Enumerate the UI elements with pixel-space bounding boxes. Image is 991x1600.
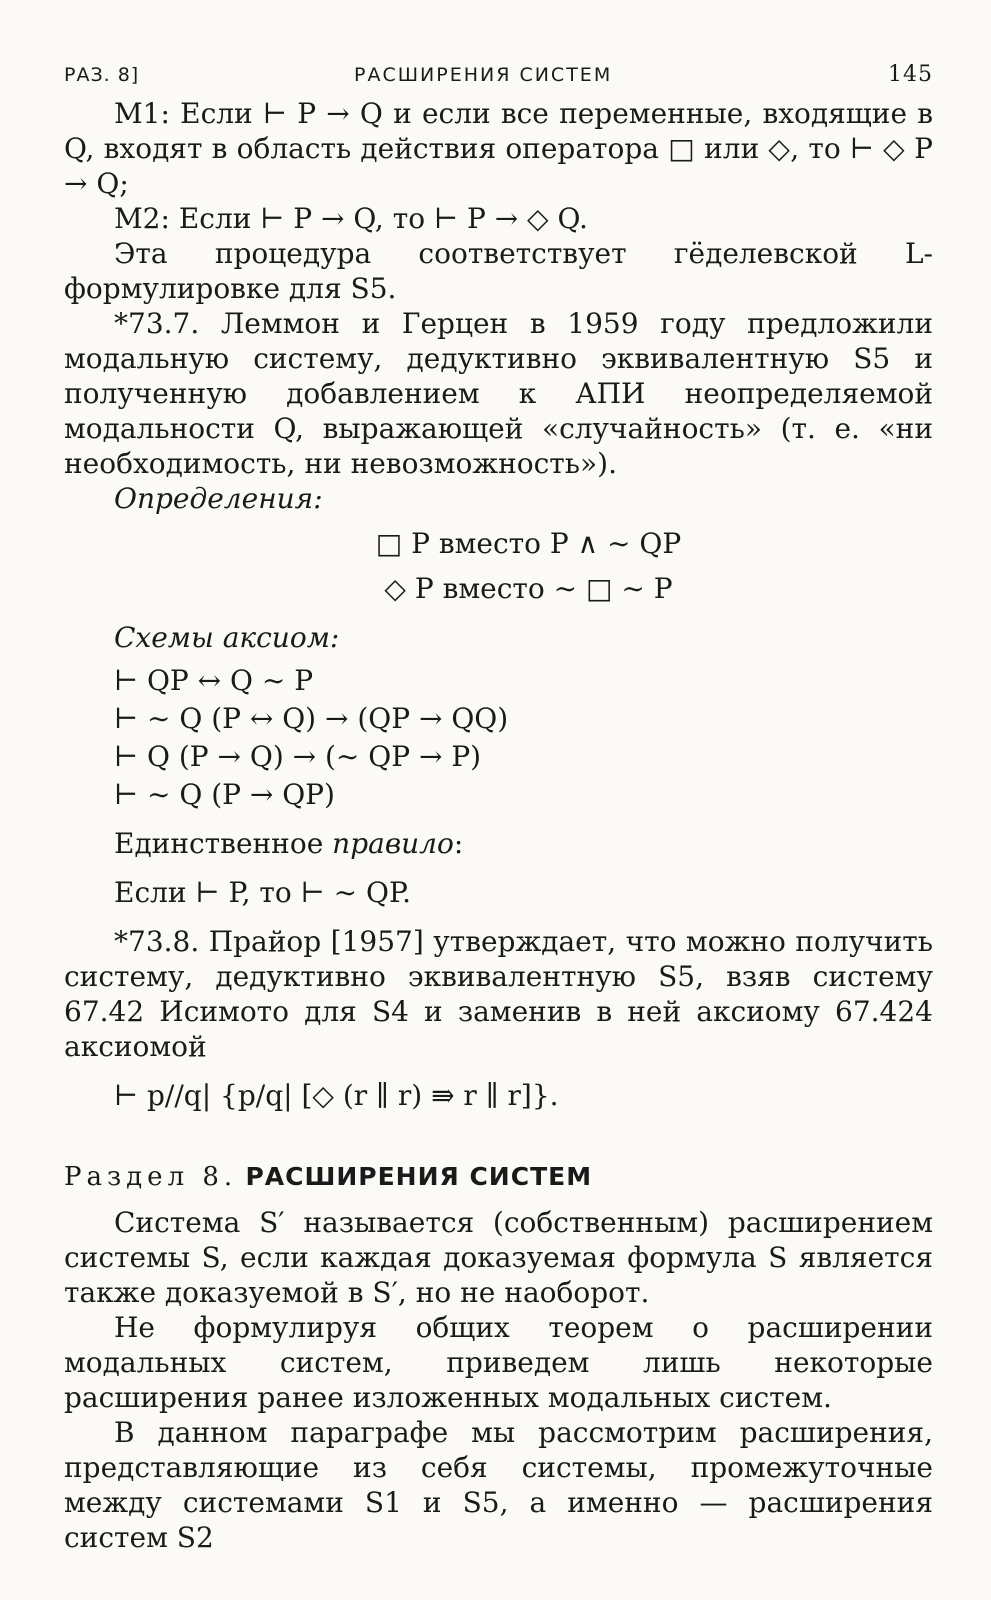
axioms-label (64, 620, 933, 655)
header-section-ref: РАЗ. 8] (64, 64, 140, 86)
inference-rule: Если ⊢ P, то ⊢ ∼ QP. (114, 876, 412, 909)
axiom-3: ⊢ Q (P → Q) → (∼ QP → P) (114, 740, 482, 773)
section-heading (64, 1159, 933, 1195)
paragraph-73-7: *73.7. Леммон и Герцен в 1959 году предложили модальную систему, дедуктивно эквивалентную S5 и полученную добавлением к АПИ неопределяемой модальности Q, выражающей «случайность» (т. е. «ни необходимость, ни невозможность»). (64, 307, 933, 480)
page-body (64, 96, 933, 1555)
prior-axiom: ⊢ p//q| {p/q| [◇ (r ∥ r) ⇛ r ∥ r]}. (114, 1079, 559, 1112)
rule-label-prefix: Единственное (114, 827, 333, 860)
axiom-2: ⊢ ∼ Q (P ↔ Q) → (QP → QQ) (114, 702, 509, 735)
header-title: РАСШИРЕНИЯ СИСТЕМ (354, 64, 613, 86)
rule-m1: M1: Если ⊢ P → Q и если все переменные, входящие в Q, входят в область действия оператора □ или ◇, то ⊢ ◇ P → Q; (64, 97, 933, 200)
rule-label-word: правило (332, 827, 454, 860)
definitions-label-text: Определения: (114, 482, 323, 515)
extension-definition: Система S′ называется (собственным) расширением системы S, если каждая доказуемая формула S является также доказуемой в S′, но не наоборот. (64, 1206, 933, 1309)
section-number: Раздел 8. (64, 1162, 238, 1192)
extension-paragraph-3: В данном параграфе мы рассмотрим расширения, представляющие из себя системы, промежуточные между системами S1 и S5, а именно — расширения систем S2 (64, 1416, 933, 1554)
page-number: 145 (888, 62, 933, 87)
rule-m2: M2: Если ⊢ P → Q, то ⊢ P → ◇ Q. (114, 202, 588, 235)
paragraph-73-8: *73.8. Прайор [1957] утверждает, что можно получить систему, дедуктивно эквивалентную S5, взяв систему 67.42 Исимото для S4 и заменив в ней аксиому 67.424 аксиомой (64, 925, 933, 1063)
definition-box: □ P вместо P ∧ ∼ QP (375, 527, 682, 560)
running-header (64, 56, 933, 96)
rule-label (64, 826, 933, 861)
section-title: РАСШИРЕНИЯ СИСТЕМ (245, 1162, 593, 1191)
rule-label-suffix: : (453, 827, 464, 860)
axiom-4: ⊢ ∼ Q (P → QP) (114, 778, 335, 811)
axioms-label-text: Схемы аксиом: (114, 621, 340, 654)
axiom-1: ⊢ QP ↔ Q ∼ P (114, 664, 314, 697)
godel-paragraph: Эта процедура соответствует гёделевской L-формулировке для S5. (64, 237, 933, 305)
extension-paragraph-2: Не формулируя общих теорем о расширении модальных систем, приведем лишь некоторые расширения ранее изложенных модальных систем. (64, 1311, 933, 1414)
definitions-label (64, 481, 933, 516)
definition-diamond: ◇ P вместо ∼ □ ∼ P (384, 572, 673, 605)
axiom-list (64, 663, 933, 812)
